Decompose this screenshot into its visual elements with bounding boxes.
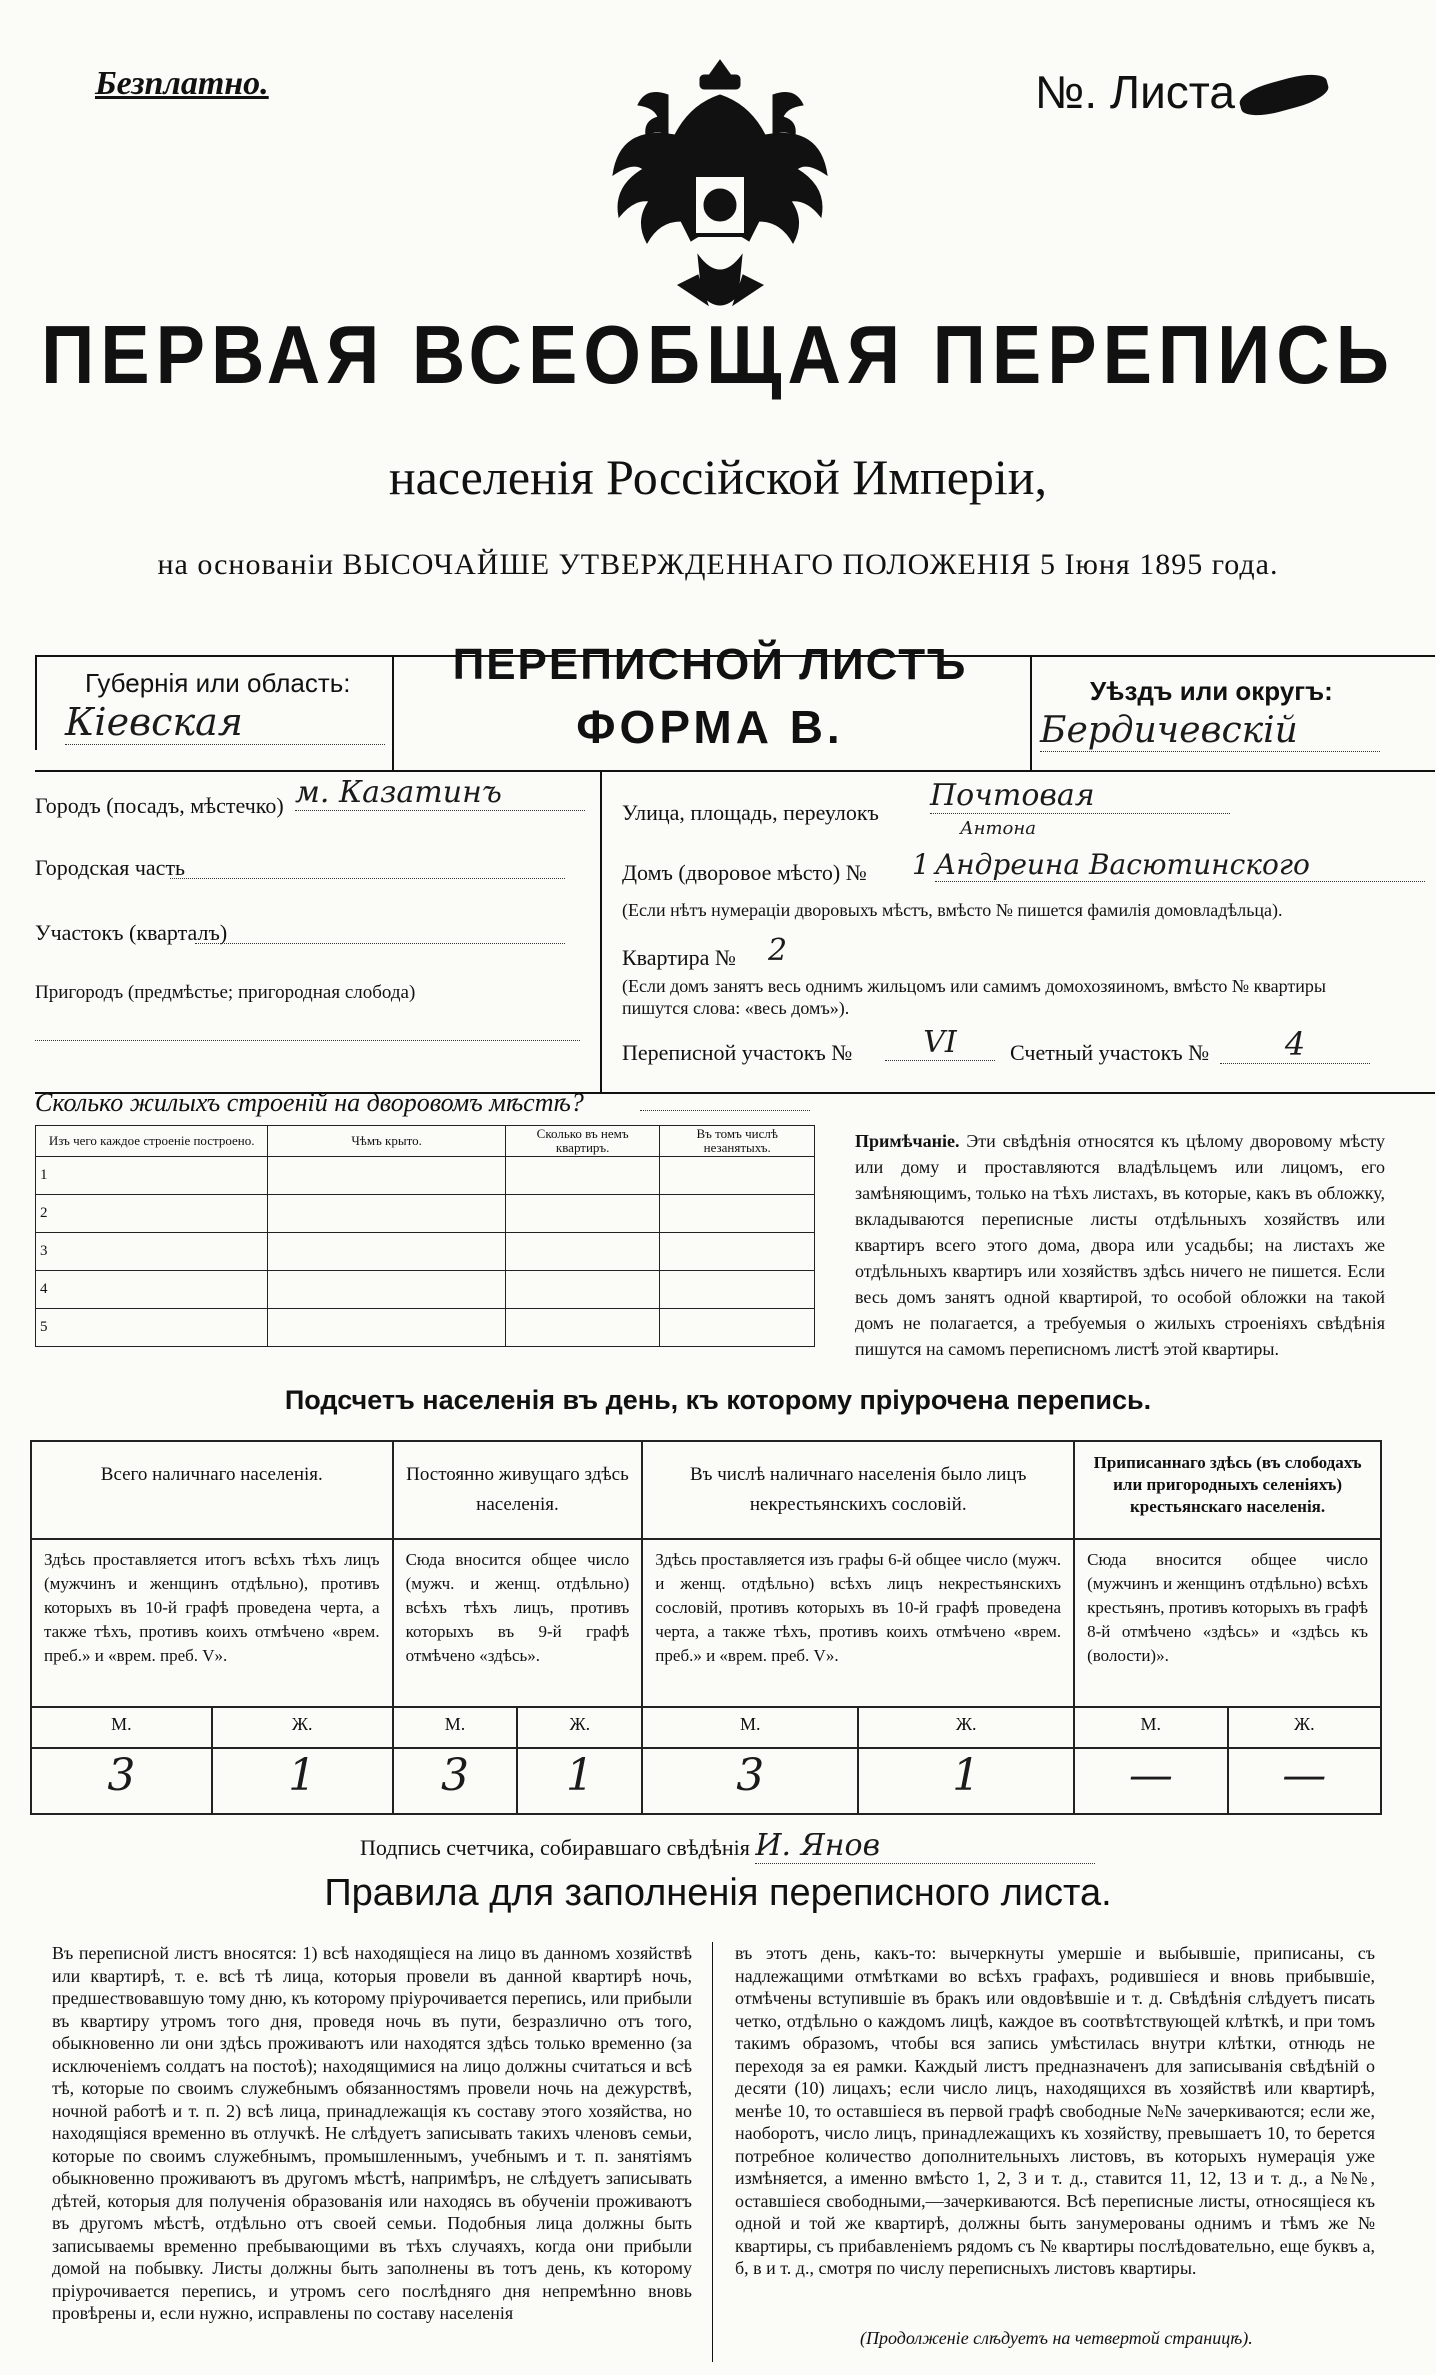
- house-note: (Если нѣтъ нумераціи дворовыхъ мѣстъ, вмѣсто № пишется фамилія домовладѣльца).: [622, 900, 1283, 920]
- count-col1-male: 3: [31, 1748, 212, 1814]
- buildings-col-roof: Чѣмъ крыто.: [268, 1126, 506, 1157]
- male-label: М.: [642, 1707, 858, 1748]
- city-part-line: [170, 878, 565, 879]
- rules-column-divider: [712, 1942, 713, 2362]
- census-section-value: VI: [885, 1025, 995, 1061]
- apartment-value: 2: [768, 933, 788, 968]
- header-divider-right: [1030, 655, 1032, 770]
- count-col4-header: Приписаннаго здѣсь (въ слободахъ или пригородныхъ селеніяхъ) крестьянскаго населенія.: [1074, 1441, 1381, 1539]
- female-label: Ж.: [517, 1707, 642, 1748]
- scribbled-number: [1237, 69, 1332, 121]
- section-label: Участокъ (кварталъ): [35, 920, 228, 945]
- buildings-question: Сколько жилыхъ строеній на дворовомъ мѣстѣ?: [35, 1088, 584, 1117]
- count-col3-male: 3: [642, 1748, 858, 1814]
- count-col3-female: 1: [858, 1748, 1074, 1814]
- header-bottom-rule: [35, 770, 1435, 772]
- house-label: Домъ (дворовое мѣсто) №: [622, 860, 867, 885]
- count-col3-desc: Здѣсь проставляется изъ графы 6-й общее число (мужч. и женщ. отдѣльно) всѣхъ лицъ некрестьянскихъ сословій, противъ которыхъ въ 10-й графѣ проведена черта, а также тѣхъ, противъ коихъ отмѣчено «врем. преб.» и «врем. преб. V».: [642, 1539, 1074, 1707]
- rules-right-column: въ этотъ день, какъ-то: вычеркнуты умершіе и выбывшіе, приписаны, съ надлежащими отмѣтками во всѣхъ графахъ, родившіеся и вновь прибывшіе, отмѣчены вступившіе въ бракъ или овдовѣвшіе и т. д. Свѣдѣнія слѣдуетъ писать четко, отдѣльно о каждомъ лицѣ, каждое въ соотвѣтствующей клѣткѣ, и при томъ такимъ образомъ, чтобы вся запись умѣстилась внутри клѣтки, отнюдь не переходя за ея рамки. Каждый листъ предназначенъ для записыванія свѣдѣній о десяти (10) лицахъ; если число лицъ, находящихся въ хозяйствѣ или квартирѣ, менѣе 10, то оставшіеся въ первой графѣ свободные №№ зачеркиваются; если же, наоборотъ, число лицъ, принадлежащихъ къ хозяйству, превышаетъ 10, то берется потребное количество дополнительныхъ листовъ, въ которыхъ нумерація уже измѣняется, а именно вмѣсто 1, 2, 3 и т. д., ставится 11, 12, 13 и т. д., а №№, оставшіеся свободными,—зачеркиваются. Всѣ переписные листы, относящіеся къ одной и той же квартирѣ, должны быть занумерованы однимъ и тѣмъ же № квартиры, съ прибавленіемъ рядомъ съ № квартиры послѣдовательно, еще буквъ а, б, в и т. д., смотря по числу переписныхъ листовъ квартиры.: [735, 1943, 1375, 2278]
- sheet-number: [1035, 62, 1329, 120]
- note-text: Эти свѣдѣнія относятся къ цѣлому дворовому мѣсту или дому и проставляются владѣльцемъ или лицомъ, его замѣняющимъ, только на тѣхъ листахъ, въ которые, какъ въ обложку, вкладываются переписные листы отдѣльныхъ хозяйствъ или квартиръ всего этого дома, двора или усадьбы; на листахъ же отдѣльныхъ квартиръ или хозяйствъ здѣсь ничего не пишется. Если весь домъ занятъ одной квартирой, то особой обложки на такой домъ не полагается, а требуемыя о жилыхъ строеніяхъ свѣдѣнія пишутся на самомъ переписномъ листѣ этой квартиры.: [855, 1131, 1385, 1359]
- buildings-question-line: [640, 1110, 810, 1111]
- male-label: М.: [393, 1707, 518, 1748]
- city-value: м. Казатинъ: [295, 775, 585, 811]
- apartment-label: Квартира №: [622, 945, 736, 970]
- count-col4-male: —: [1074, 1748, 1227, 1814]
- apartment-note: (Если домъ занятъ весь однимъ жильцомъ или самимъ домохозяиномъ, вмѣсто № квартиры пишутся слова: «весь домъ»).: [622, 976, 1326, 1018]
- table-row: 3: [36, 1233, 815, 1271]
- address-divider: [600, 772, 602, 1092]
- male-label: М.: [31, 1707, 212, 1748]
- main-title: ПЕРВАЯ ВСЕОБЩАЯ ПЕРЕПИСЬ: [41, 308, 1395, 401]
- count-col2-desc: Сюда вносится общее число (мужч. и женщ. отдѣльно) всѣхъ тѣхъ лицъ, противъ которыхъ въ 9-й графѣ отмѣчено «здѣсь».: [393, 1539, 643, 1707]
- count-col2-male: 3: [393, 1748, 518, 1814]
- section-line: [195, 943, 565, 944]
- count-col2-header: Постоянно живущаго здѣсь населенія.: [393, 1441, 643, 1539]
- note: [855, 1128, 1385, 1362]
- rules-title: Правила для заполненія переписного листа.: [324, 1872, 1112, 1914]
- signature-line: [360, 1828, 1095, 1864]
- female-label: Ж.: [1228, 1707, 1381, 1748]
- province-value: Кіевская: [65, 700, 385, 745]
- district-value: Бердичевскій: [1040, 710, 1380, 752]
- rules-left-column: Въ переписной листъ вносятся: 1) всѣ находящіеся на лицо въ данномъ хозяйствѣ или квартирѣ, т. е. всѣ тѣ лица, которыя провели въ данной квартирѣ ночь, предшествовавшую тому дню, къ которому пріурочивается перепись, или прибыли въ квартиру утромъ того дня, проведя ночь въ пути, безразлично отъ того, обыкновенно ли они здѣсь проживаютъ или находятся здѣсь только временно (за исключеніемъ солдатъ на постоѣ); находящимися на лицо должны считаться и всѣ тѣ, которые по своимъ служебнымъ обязанностямъ провели ночь на дежурствѣ, ночной работѣ и т. п. 2) всѣ лица, принадлежащія къ составу этого хозяйства, но находящіяся временно въ отлучкѣ. Не слѣдуетъ записывать такихъ членовъ семьи, которые по своимъ служебнымъ, промышленнымъ, учебнымъ и т. п. занятіямъ обыкновенно проживаютъ въ другомъ мѣстѣ, напримѣръ, не слѣдуетъ записывать дѣтей, которыя для полученія образованія или находясь въ обученіи проживаютъ въ другомъ мѣстѣ, отдѣльно отъ своей семьи. Подобныя лица должны быть записываемы временно пребывающими въ тѣхъ случаяхъ, когда они прибыли домой на побывку. Листы должны быть заполнены въ тотъ день, къ которому пріурочивается перепись, и утромъ сего послѣдняго дня непремѣнно вновь провѣрены и, если нужно, исправлены по составу населенія: [52, 1943, 692, 2323]
- table-row: 5: [36, 1309, 815, 1347]
- form-title: ПЕРЕПИСНОЙ ЛИСТЪ: [452, 640, 968, 689]
- form-name: ФОРМА В.: [576, 701, 844, 753]
- count-col2-female: 1: [517, 1748, 642, 1814]
- buildings-col-vacant: Въ томъ числѣ незанятыхъ.: [660, 1126, 815, 1157]
- owner-value: Андреина Васютинского: [935, 848, 1425, 882]
- count-col3-header: Въ числѣ наличнаго населенія было лицъ некрестьянскихъ сословій.: [642, 1441, 1074, 1539]
- free-label: Безплатно.: [95, 65, 269, 102]
- rules-continued: (Продолженіе слѣдуетъ на четвертой страницѣ).: [860, 2328, 1253, 2348]
- note-lead: Примѣчаніе.: [855, 1131, 960, 1151]
- decree-line: на основаніи ВЫСОЧАЙШЕ УТВЕРЖДЕННАГО ПОЛОЖЕНІЯ 5 Іюня 1895 года.: [157, 548, 1279, 581]
- buildings-table: [35, 1125, 815, 1347]
- street-label: Улица, площадь, переулокъ: [622, 800, 879, 825]
- city-label: Городъ (посадъ, мѣстечко): [35, 793, 284, 818]
- district-label: Уѣздъ или округъ:: [1090, 676, 1333, 706]
- sheet-number-label: №. Листа: [1035, 66, 1235, 118]
- buildings-col-material: Изъ чего каждое строеніе построено.: [36, 1126, 268, 1157]
- male-label: М.: [1074, 1707, 1227, 1748]
- count-section-value: 4: [1220, 1025, 1370, 1064]
- buildings-col-apartments: Сколько въ немъ квартиръ.: [505, 1126, 660, 1157]
- house-number: 1: [912, 848, 930, 881]
- street-value: Почтовая: [930, 778, 1230, 814]
- table-row: 2: [36, 1195, 815, 1233]
- population-count-table: [30, 1440, 1382, 1815]
- table-row: 4: [36, 1271, 815, 1309]
- census-section-label: Переписной участокъ №: [622, 1040, 853, 1065]
- table-row: 1: [36, 1157, 815, 1195]
- count-col1-female: 1: [212, 1748, 393, 1814]
- count-col4-female: —: [1228, 1748, 1381, 1814]
- count-title: Подсчетъ населенія въ день, къ которому пріурочена перепись.: [284, 1385, 1152, 1415]
- female-label: Ж.: [212, 1707, 393, 1748]
- count-col1-header: Всего наличнаго населенія.: [31, 1441, 393, 1539]
- header-left-edge: [35, 655, 37, 750]
- suburb-label: Пригородъ (предмѣстье; пригородная слобода): [35, 982, 416, 1003]
- suburb-line: [35, 1040, 580, 1041]
- count-col4-desc: Сюда вносится общее число (мужчинъ и женщинъ отдѣльно) всѣхъ крестьянъ, противъ которыхъ въ графѣ 8-й отмѣчено «здѣсь» и «здѣсь къ (волости)».: [1074, 1539, 1381, 1707]
- header-divider-left: [392, 655, 394, 770]
- province-label: Губернія или область:: [85, 668, 351, 698]
- female-label: Ж.: [858, 1707, 1074, 1748]
- sub-title: населенія Россійской Имперіи,: [388, 449, 1048, 505]
- signature-value: И. Янов: [755, 1828, 1095, 1864]
- city-part-label: Городская часть: [35, 855, 186, 880]
- count-section-label: Счетный участокъ №: [1010, 1040, 1210, 1065]
- owner-value-top: Антона: [960, 818, 1036, 839]
- count-col1-desc: Здѣсь проставляется итогъ всѣхъ тѣхъ лицъ (мужчинъ и женщинъ отдѣльно), противъ которыхъ въ 10-й графѣ проведена черта, а также тѣхъ, противъ коихъ отмѣчено «врем. преб.» и «врем. преб. V».: [31, 1539, 393, 1707]
- signature-label: Подпись счетчика, собиравшаго свѣдѣнія: [360, 1835, 750, 1860]
- double-headed-eagle-emblem: [608, 55, 833, 320]
